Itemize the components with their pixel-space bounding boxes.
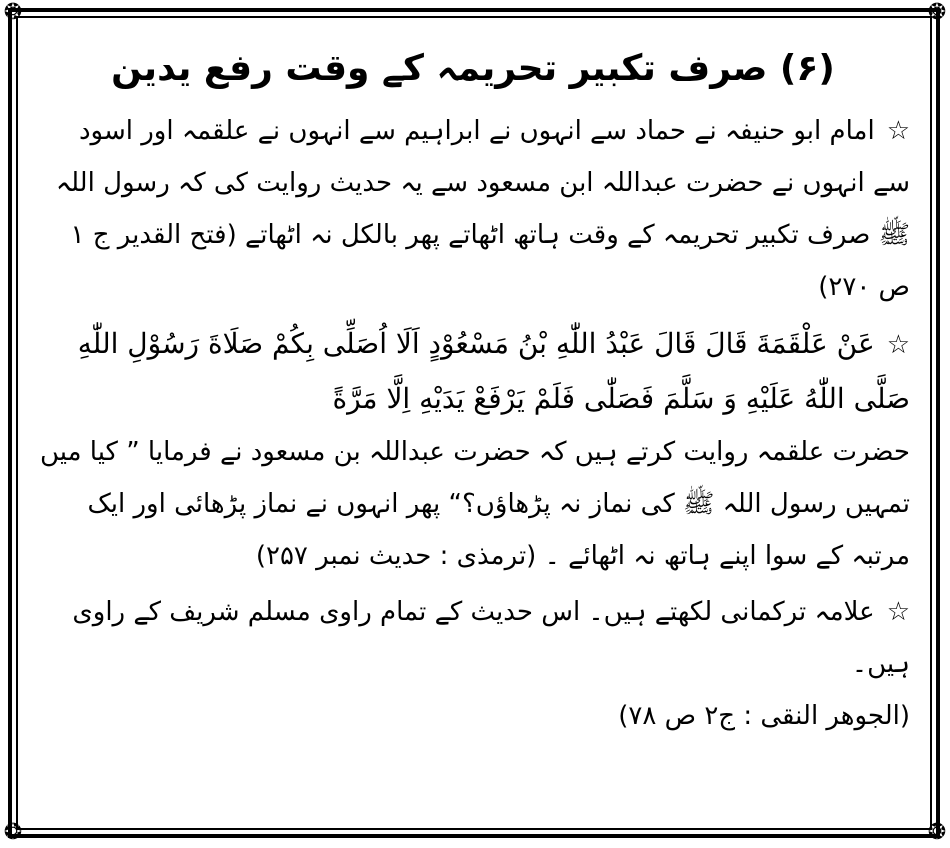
star-icon: ☆ [886, 597, 910, 627]
page-title: (۶) صرف تکبیر تحریمہ کے وقت رفع یدین [111, 48, 835, 89]
corner-ornament-icon: ❂ [927, 820, 947, 845]
section-3-reference: (الجوهر النقی : ج۲ ص ۷۸) [618, 701, 910, 731]
document-body [36, 40, 910, 746]
corner-ornament-icon: ❂ [3, 0, 23, 25]
section-3-text: علامہ ترکمانی لکھتے ہیں۔ اس حدیث کے تمام راوی مسلم شریف کے راوی ہیں۔ [72, 597, 910, 679]
section-2-arabic: عَنْ عَلْقَمَةَ قَالَ قَالَ عَبْدُ اللّٰهِ بْنُ مَسْعُوْدٍ اَلَا اُصَلِّی بِکُمْ صَلَاةَ رَسُوْلِ اللّٰهِ صَلَّی اللّٰهُ عَلَيْهِ وَ سَلَّمَ فَصَلّٰی فَلَمْ يَرْفَعْ يَدَيْهِ اِلَّا مَرَّةً [77, 327, 910, 415]
section-1-reference: (فتح القدیر ج ۱ ص ۲۷۰) [70, 220, 910, 302]
section-2-reference: (ترمذی : حدیث نمبر ۲۵۷) [255, 541, 537, 571]
corner-ornament-icon: ❂ [3, 820, 23, 845]
section-3 [36, 586, 910, 742]
star-icon: ☆ [886, 330, 910, 360]
corner-ornament-icon: ❂ [927, 0, 947, 25]
section-1 [36, 105, 910, 313]
section-2 [36, 317, 910, 582]
star-icon: ☆ [886, 116, 910, 146]
section-1-text: امام ابو حنیفہ نے حماد سے انہوں نے ابراہیم سے انہوں نے علقمہ اور اسود سے انہوں نے حضرت عبداللہ ابن مسعود سے یہ حدیث روایت کی کہ رسول اللہ ﷺ صرف تکبیر تحریمہ کے وقت ہاتھ اٹھاتے پھر بالکل نہ اٹھاتے [55, 116, 910, 250]
section-2-translation: حضرت علقمہ روایت کرتے ہیں کہ حضرت عبداللہ بن مسعود نے فرمایا ” کیا میں تمہیں رسول اللہ ﷺ کی نماز نہ پڑھاؤں؟“ پھر انہوں نے نماز پڑھائی اور ایک مرتبہ کے سوا اپنے ہاتھ نہ اٹھائے ۔ [39, 437, 910, 571]
